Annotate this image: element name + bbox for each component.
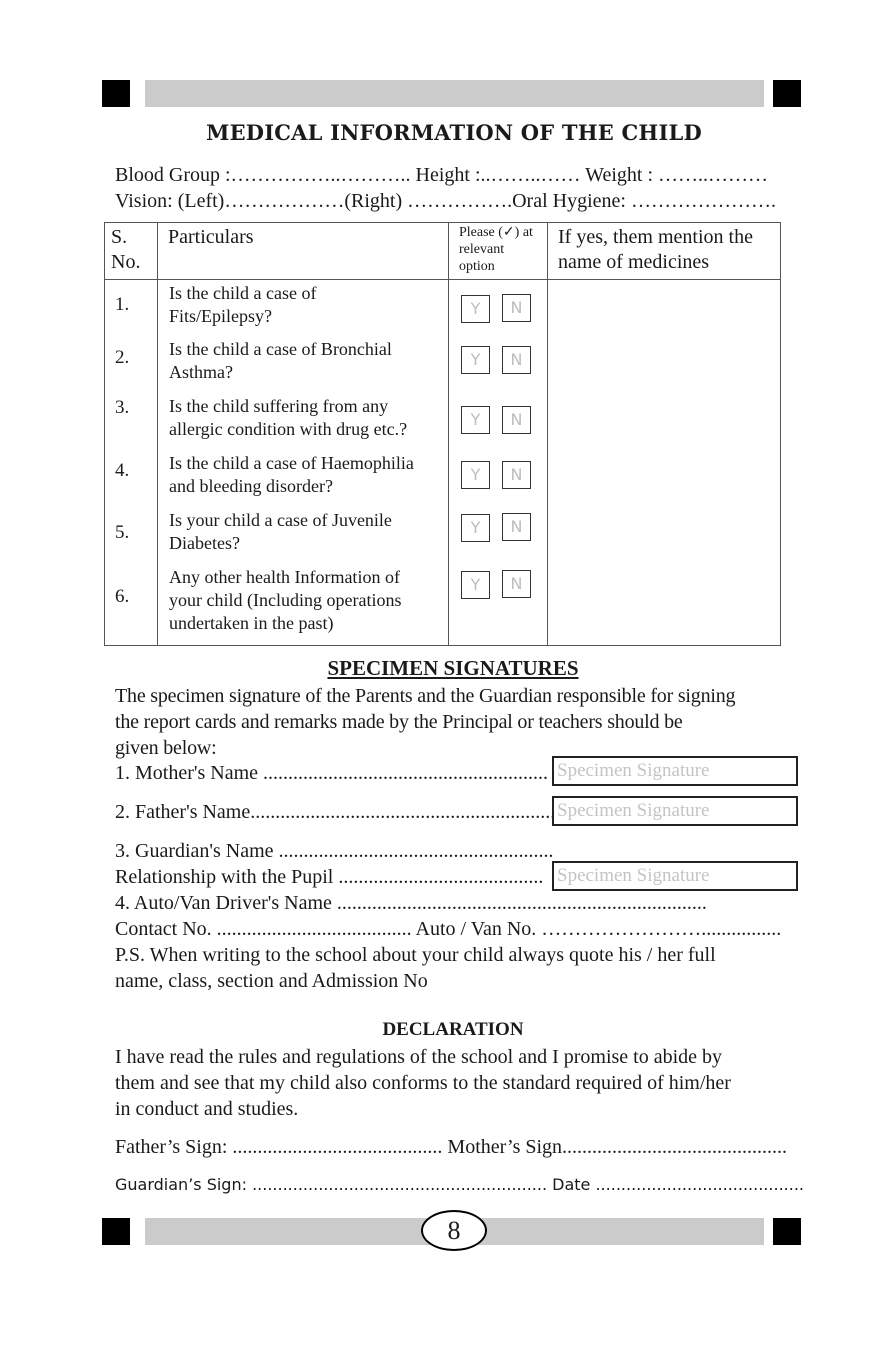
page-title: MEDICAL INFORMATION OF THE CHILD xyxy=(206,120,702,145)
mother-name-field[interactable]: 1. Mother's Name ......................................................... xyxy=(115,762,549,784)
bottom-left-block xyxy=(102,1218,130,1245)
guardian-sign-date-line[interactable]: Guardian’s Sign: .......................................................... Date ......................................... xyxy=(115,1175,804,1194)
declaration-heading: DECLARATION xyxy=(382,1019,524,1040)
ps-note: P.S. When writing to the school about your child always quote his / her full name, class, section and Admission No xyxy=(115,944,716,992)
no-checkbox[interactable]: N xyxy=(502,406,531,434)
column-divider xyxy=(157,280,158,645)
option-column xyxy=(449,280,548,646)
specimen-intro: The specimen signature of the Parents and the Guardian responsible for signing the report cards and remarks made by the Principal or teachers should be given below: xyxy=(115,685,736,759)
no-checkbox[interactable]: N xyxy=(502,346,531,374)
blood-height-weight-line: Blood Group :……………..……….. Height :..……..…… Weight : ……..……… xyxy=(115,164,769,186)
no-checkbox[interactable]: N xyxy=(502,570,531,598)
mother-signature-box[interactable]: Specimen Signature xyxy=(552,756,798,786)
no-checkbox[interactable]: N xyxy=(502,513,531,541)
specimen-heading: SPECIMEN SIGNATURES xyxy=(327,656,579,680)
yes-checkbox[interactable]: Y xyxy=(461,406,490,434)
vision-hygiene-line: Vision: (Left)………………(Right) …………….Oral Hygiene: …………………. xyxy=(115,190,776,212)
header-particulars: Particulars xyxy=(158,223,449,280)
parents-sign-line[interactable]: Father’s Sign: .......................................... Mother’s Sign............................................. xyxy=(115,1136,788,1158)
yes-checkbox[interactable]: Y xyxy=(461,571,490,599)
top-right-block xyxy=(773,80,801,107)
guardian-name-field[interactable]: 3. Guardian's Name ....................................................... xyxy=(115,840,554,862)
medicines-input-cell[interactable] xyxy=(548,280,781,646)
yes-checkbox[interactable]: Y xyxy=(461,346,490,374)
header-option: Please (✓) at relevant option xyxy=(449,223,548,280)
father-signature-box[interactable]: Specimen Signature xyxy=(552,796,798,826)
page-number: 8 xyxy=(421,1210,487,1251)
relationship-field[interactable]: Relationship with the Pupil ......................................... xyxy=(115,866,544,888)
bottom-right-block xyxy=(773,1218,801,1245)
top-gray-bar xyxy=(145,80,764,107)
yes-checkbox[interactable]: Y xyxy=(461,295,490,323)
table-rows: 1. Is the child a case of Fits/Epilepsy? 2. Is the child a case of Bronchial Asthma? 3. Is the child suffering from any allergic condition with drug etc.? 4. Is the child a case of Haemophilia and bleeding disorder? 5. Is your child a case of Juvenile Diabetes? 6. Any other health Information of your child (Including operations undertaken in the past) xyxy=(105,280,448,645)
no-checkbox[interactable]: N xyxy=(502,461,531,489)
no-checkbox[interactable]: N xyxy=(502,294,531,322)
yes-checkbox[interactable]: Y xyxy=(461,514,490,542)
header-medicines: If yes, them mention the name of medicines xyxy=(548,223,781,280)
father-name-field[interactable]: 2. Father's Name............................................................. xyxy=(115,801,556,823)
driver-name-field[interactable]: 4. Auto/Van Driver's Name .......................................................................... xyxy=(115,892,707,914)
header-sno: S. No. xyxy=(105,223,158,280)
declaration-text: I have read the rules and regulations of the school and I promise to abide by them and see that my child also conforms to the standard required of him/her in conduct and studies. xyxy=(115,1046,731,1120)
medical-table xyxy=(104,222,781,646)
guardian-signature-box[interactable]: Specimen Signature xyxy=(552,861,798,891)
top-left-block xyxy=(102,80,130,107)
table-header-row xyxy=(105,223,781,280)
yes-checkbox[interactable]: Y xyxy=(461,461,490,489)
contact-van-field[interactable]: Contact No. ....................................... Auto / Van No. ……………………................ xyxy=(115,918,782,940)
